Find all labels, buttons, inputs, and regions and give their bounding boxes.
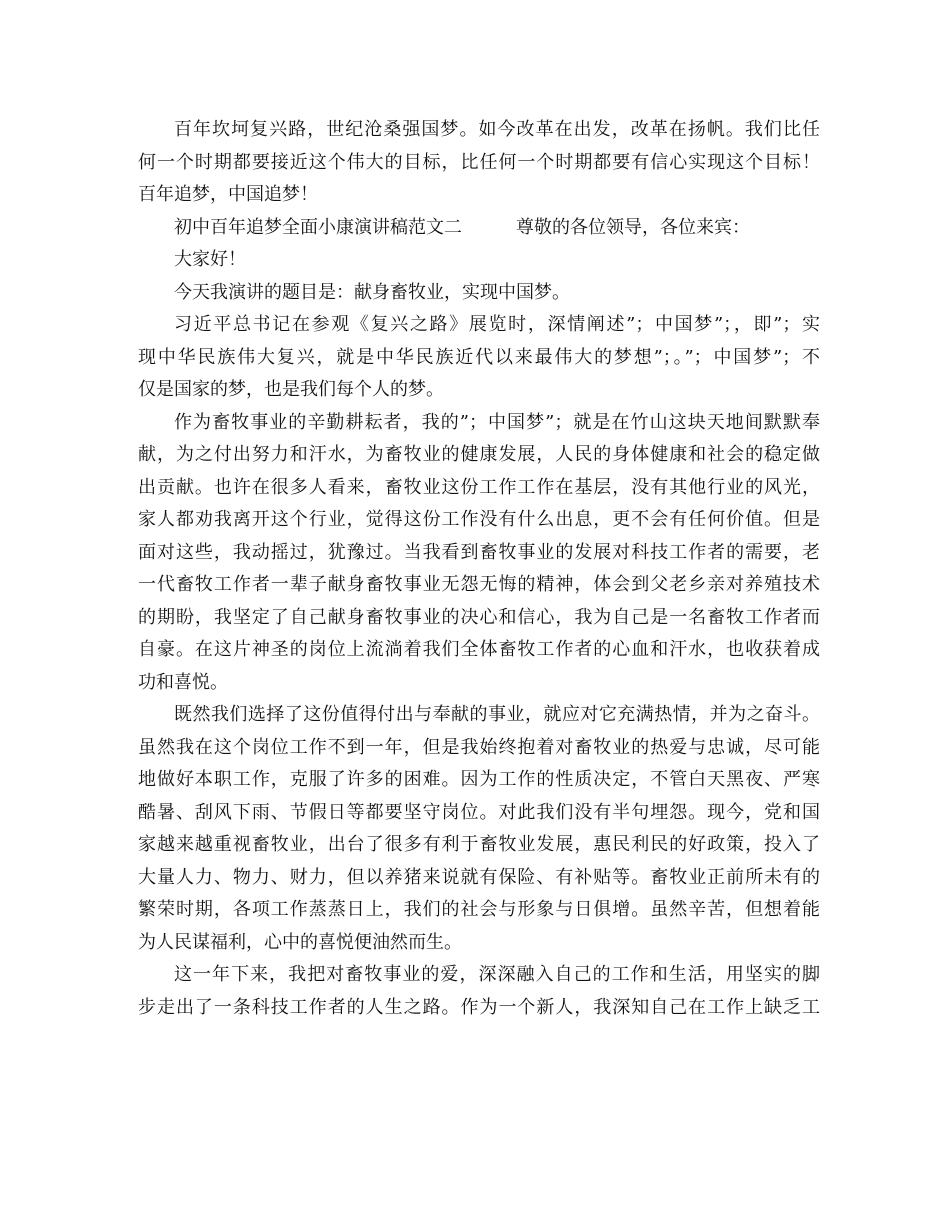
text-line: 作为畜牧事业的辛勤耕耘者，我的”；中国梦”；就是在竹山这块天地间默默奉 bbox=[174, 411, 820, 433]
text-line: 百年追梦，中国追梦！ bbox=[138, 184, 318, 205]
text-line: 酷暑、刮风下雨、节假日等都要坚守岗位。对此我们没有半句埋怨。现今，党和国 bbox=[138, 801, 820, 823]
speech-topic: 今天我演讲的题目是：献身畜牧业，实现中国梦。 bbox=[174, 281, 570, 303]
text-line: 现中华民族伟大复兴，就是中华民族近代以来最伟大的梦想”；。”；中国梦”；不 bbox=[138, 346, 820, 368]
text-line: 大量人力、物力、财力，但以养猪来说就有保险、有补贴等。畜牧业正前所未有的 bbox=[138, 866, 820, 888]
document-body bbox=[138, 114, 820, 1024]
text-line: 家越来越重视畜牧业，出台了很多有利于畜牧业发展，惠民利民的好政策，投入了 bbox=[138, 834, 820, 855]
text-line: 一代畜牧工作者一辈子献身畜牧事业无怨无悔的精神，体会到父老乡亲对养殖技术 bbox=[138, 574, 820, 595]
text-line: 何一个时期都要接近这个伟大的目标，比任何一个时期都要有信心实现这个目标！ bbox=[138, 151, 820, 173]
text-line: 这一年下来，我把对畜牧事业的爱，深深融入自己的工作和生活，用坚实的脚 bbox=[174, 964, 820, 985]
text-line: 地做好本职工作，克服了许多的困难。因为工作的性质决定，不管白天黑夜、严寒 bbox=[138, 769, 820, 790]
speech-title: 初中百年追梦全面小康演讲稿范文二 bbox=[174, 216, 462, 238]
text-line: 习近平总书记在参观《复兴之路》展览时，深情阐述”；中国梦”；，即”；实 bbox=[174, 314, 820, 335]
text-line: 的期盼，我坚定了自己献身畜牧事业的决心和信心，我为自己是一名畜牧工作者而 bbox=[138, 606, 820, 628]
text-line: 献，为之付出努力和汗水，为畜牧业的健康发展，人民的身体健康和社会的稳定做 bbox=[138, 444, 820, 465]
text-line: 仅是国家的梦，也是我们每个人的梦。 bbox=[138, 379, 444, 400]
text-line: 繁荣时期，各项工作蒸蒸日上，我们的社会与形象与日俱增。虽然辛苦，但想着能 bbox=[138, 899, 820, 920]
text-line: 为人民谋福利，心中的喜悦便油然而生。 bbox=[138, 931, 462, 953]
salutation: 尊敬的各位领导，各位来宾： bbox=[516, 216, 750, 238]
greeting: 大家好！ bbox=[174, 249, 246, 270]
text-line: 百年坎坷复兴路，世纪沧桑强国梦。如今改革在出发，改革在扬帆。我们比任 bbox=[174, 119, 820, 140]
text-line: 家人都劝我离开这个行业，觉得这份工作没有什么出息，更不会有任何价值。但是 bbox=[138, 509, 820, 530]
text-line: 步走出了一条科技工作者的人生之路。作为一个新人，我深知自己在工作上缺乏工 bbox=[138, 996, 820, 1018]
text-line: 出贡献。也许在很多人看来，畜牧业这份工作工作在基层，没有其他行业的风光， bbox=[138, 476, 820, 498]
text-line: 自豪。在这片神圣的岗位上流淌着我们全体畜牧工作者的心血和汗水，也收获着成 bbox=[138, 639, 820, 660]
text-line: 功和喜悦。 bbox=[138, 671, 228, 693]
speech-heading-line bbox=[138, 212, 820, 245]
text-line: 面对这些，我动摇过，犹豫过。当我看到畜牧事业的发展对科技工作者的需要，老 bbox=[138, 541, 820, 563]
text-line: 既然我们选择了这份值得付出与奉献的事业，就应对它充满热情，并为之奋斗。 bbox=[174, 704, 820, 725]
text-line: 虽然我在这个岗位工作不到一年，但是我始终抱着对畜牧业的热爱与忠诚，尽可能 bbox=[138, 736, 820, 758]
